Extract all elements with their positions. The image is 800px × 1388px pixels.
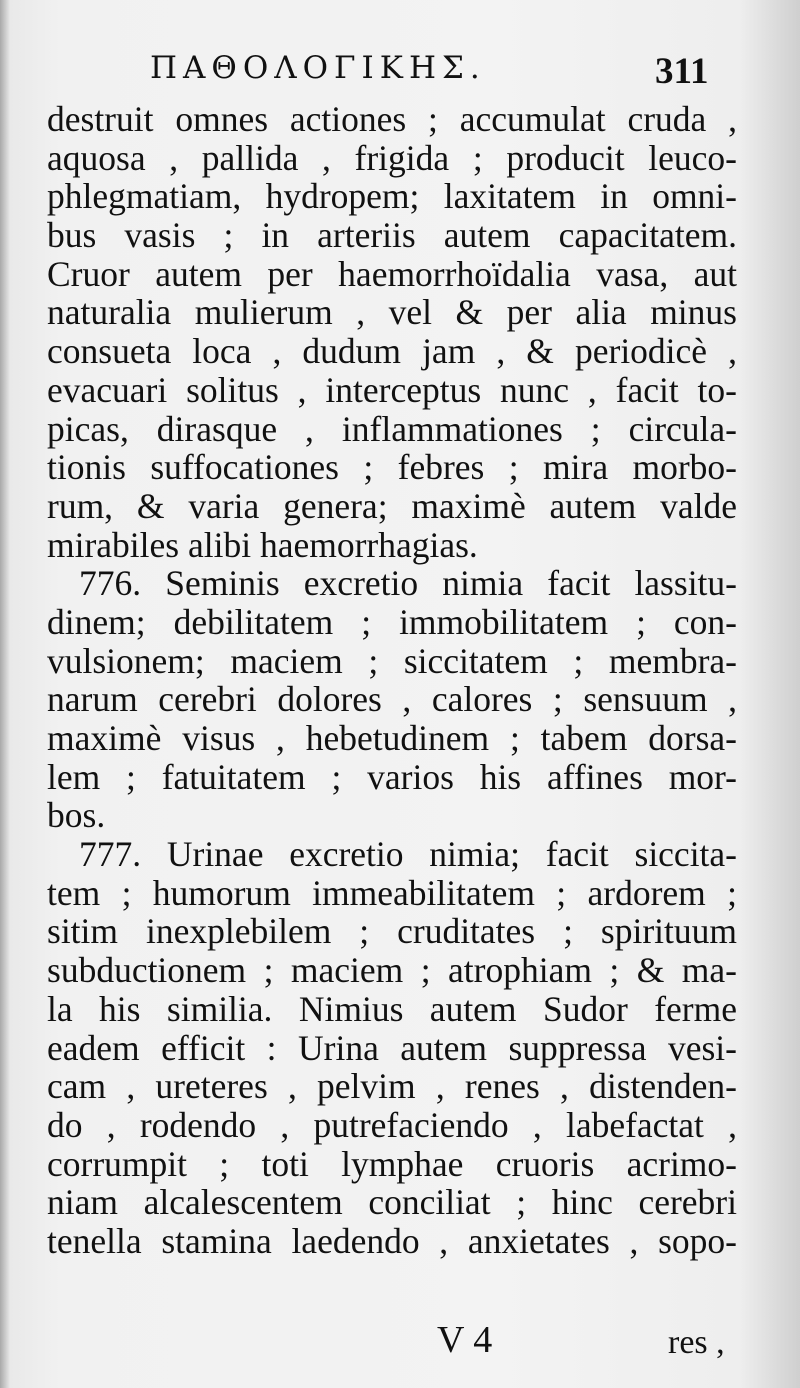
text-line: rum, & varia genera; maximè autem valde — [47, 485, 737, 526]
text-line: maximè visus , hebetudinem ; tabem dorsa- — [47, 718, 737, 758]
paragraph-end-line: mirabiles alibi haemorrhagias. — [47, 524, 478, 565]
text-line: naturalia mulierum , vel & per alia minus — [47, 292, 737, 333]
text-line: evacuari solitus , interceptus nunc , facit to- — [47, 369, 737, 410]
text-line: phlegmatiam, hydropem; laxitatem in omni- — [47, 176, 737, 217]
text-line: destruit omnes actiones ; accumulat cruda , — [47, 99, 737, 139]
text-line: tem ; humorum immeabilitatem ; ardorem ; — [47, 872, 737, 913]
text-line: sitim inexplebilem ; cruditates ; spirituum — [47, 911, 737, 952]
signature-mark: V 4 — [437, 1319, 493, 1361]
text-line: bus vasis ; in arteriis autem capacitatem. — [47, 215, 737, 256]
text-line: Cruor autem per haemorrhoïdalia vasa, aut — [47, 253, 737, 294]
page-footer — [0, 1318, 800, 1368]
text-line: cam , ureteres , pelvim , renes , distenden- — [47, 1066, 737, 1107]
text-line: la his similia. Nimius autem Sudor ferme — [47, 988, 737, 1029]
text-line: 776. Seminis excretio nimia facit lassitu- — [79, 563, 737, 604]
text-line: picas, dirasque , inflammationes ; circula- — [47, 408, 737, 449]
text-line: do , rodendo , putrefaciendo , labefactat , — [47, 1104, 737, 1145]
text-line: corrumpit ; toti lymphae cruoris acrimo- — [47, 1143, 737, 1184]
text-line: lem ; fatuitatem ; varios his affines mor- — [47, 756, 737, 797]
text-line: narum cerebri dolores , calores ; sensuum , — [47, 679, 737, 720]
text-line: consueta loca , dudum jam , & periodicè , — [47, 331, 737, 372]
body-text — [47, 100, 737, 1261]
text-line: niam alcalescentem conciliat ; hinc cerebri — [47, 1182, 737, 1223]
text-line: tenella stamina laedendo , anxietates , sopo- — [47, 1220, 737, 1261]
catchword: res , — [668, 1324, 725, 1361]
text-line: vulsionem; maciem ; siccitatem ; membra- — [47, 640, 737, 681]
running-head: ΠΑΘΟΛΟΓΙΚΗΣ. — [150, 50, 486, 86]
text-line: 777. Urinae excretio nimia; facit siccita- — [79, 834, 737, 875]
text-line: tionis suffocationes ; febres ; mira morbo- — [47, 447, 737, 488]
text-line: eadem efficit : Urina autem suppressa vesi- — [47, 1027, 737, 1068]
text-line: dinem; debilitatem ; immobilitatem ; con- — [47, 601, 737, 642]
text-line: aquosa , pallida , frigida ; producit leuco- — [47, 137, 737, 178]
page-number: 311 — [655, 51, 709, 92]
page-header — [0, 50, 800, 94]
text-line: subductionem ; maciem ; atrophiam ; & ma- — [47, 950, 737, 991]
paragraph-end-line: bos. — [47, 795, 106, 836]
